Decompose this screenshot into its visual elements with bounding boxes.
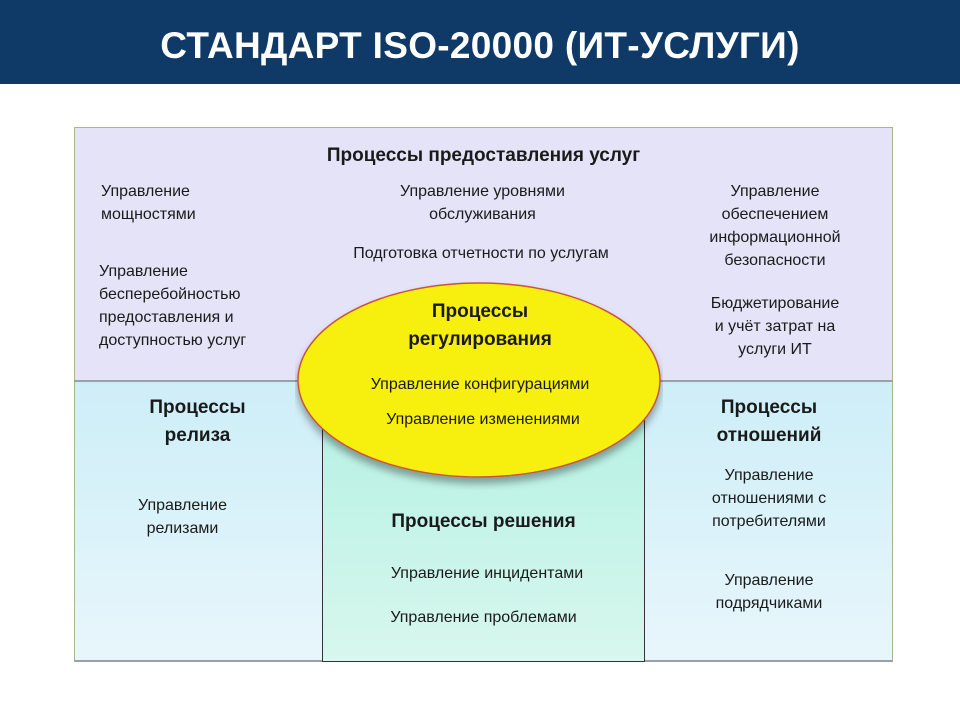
- budgeting-accounting: Бюджетирование и учёт затрат на услуги ИТ: [710, 295, 840, 358]
- problem-management: Управление проблемами: [390, 609, 577, 626]
- incident-management: Управление инцидентами: [390, 565, 584, 582]
- resolution-heading: Процессы решения: [391, 511, 576, 532]
- release-heading: Процессы релиза: [149, 397, 246, 446]
- capacity-management: Управление мощностями: [101, 183, 196, 223]
- information-security-management: Управление обеспечением информационной безопасности: [709, 183, 841, 269]
- continuity-availability-management: Управление бесперебойностью предоставления и доступностью услуг: [99, 263, 247, 349]
- service-level-management: Управление уровнями обслуживания: [400, 183, 565, 223]
- slide-title: СТАНДАРТ ISO-20000 (ИТ-УСЛУГИ): [160, 25, 800, 66]
- configuration-management: Управление конфигурациями: [370, 376, 590, 393]
- supplier-management: Управление подрядчиками: [715, 572, 823, 612]
- service-reporting: Подготовка отчетности по услугам: [353, 245, 609, 262]
- release-management: Управление релизами: [138, 497, 227, 537]
- relationship-heading: Процессы отношений: [716, 397, 822, 446]
- delivery-heading: Процессы предоставления услуг: [326, 145, 641, 166]
- control-heading: Процессы регулирования: [408, 301, 552, 350]
- title-bar: [0, 0, 960, 84]
- change-management: Управление изменениями: [386, 411, 580, 428]
- customer-relationship-management: Управление отношениями с потребителями: [711, 467, 827, 530]
